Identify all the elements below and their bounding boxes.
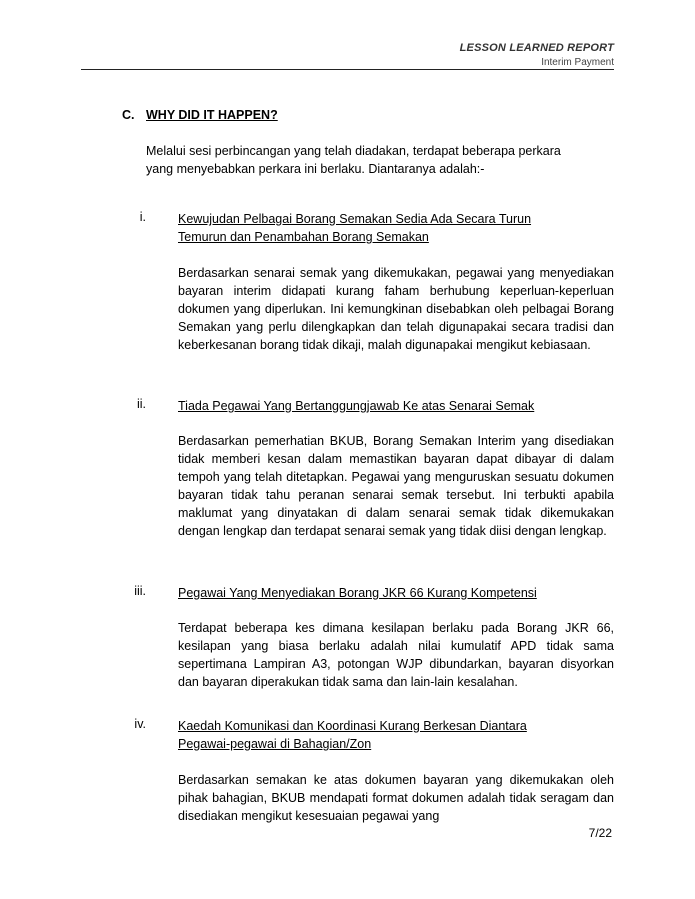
page-number: 7/22	[588, 826, 612, 840]
item-body: Berdasarkan pemerhatian BKUB, Borang Semakan Interim yang disediakan tidak memberi kesan dalam memastikan bayaran dapat dibayar di dalam tempoh yang telah ditetapkan. Pegawai yang menguruskan sesuatu dokumen bayaran tidak tahu peranan senarai semak tersebut. Ini terbukti apabila maklumat yang dinyatakan di dalam senarai semak tidak dikemukakan dengan lengkap dan terdapat senarai semak yang tidak diisi dengan lengkap.	[178, 434, 614, 538]
item-number: iv.	[134, 717, 146, 731]
item-heading: Pegawai Yang Menyediakan Borang JKR 66 Kurang Kompetensi	[178, 586, 537, 600]
item-body: Berdasarkan semakan ke atas dokumen bayaran yang dikemukakan oleh pihak bahagian, BKUB mendapati format dokumen adalah tidak seragam dan disediakan mengikut kesesuaian pegawai yang	[178, 773, 614, 823]
item-number: ii.	[136, 397, 146, 411]
item-heading: Kaedah Komunikasi dan Koordinasi Kurang Berkesan Diantara Pegawai-pegawai di Bahagian/Zon	[178, 719, 527, 751]
header-title: LESSON LEARNED REPORT	[459, 42, 614, 54]
item-heading: Kewujudan Pelbagai Borang Semakan Sedia Ada Secara Turun Temurun dan Penambahan Borang Semakan	[178, 212, 532, 244]
section-heading	[122, 108, 278, 122]
header-rule	[81, 69, 614, 70]
item-body: Berdasarkan senarai semak yang dikemukakan, pegawai yang menyediakan bayaran interim didapati kurang faham berhubung keperluan-keperluan dokumen yang diperlukan. Ini kemungkinan disebabkan oleh pelbagai Borang Semakan yang perlu dilengkapkan dan telah digunapakai secara tradisi dan keberkesanan borang tidak dikaji, malah digunapakai mengikut kebiasaan.	[178, 266, 614, 352]
section-intro: Melalui sesi perbincangan yang telah diadakan, terdapat beberapa perkara yang menyebabkan perkara ini berlaku. Diantaranya adalah:-	[146, 144, 561, 176]
section-letter: C.	[122, 108, 135, 122]
section-title: WHY DID IT HAPPEN?	[146, 108, 278, 122]
item-body: Terdapat beberapa kes dimana kesilapan berlaku pada Borang JKR 66, kesilapan yang biasa berlaku adalah nilai kumulatif APD tidak sama sepertimana Lampiran A3, potongan WJP dibundarkan, bayaran disyorkan dan bayaran diperakukan tidak sama dan lain-lain kesalahan.	[178, 621, 614, 689]
item-number: iii.	[134, 584, 146, 598]
item-number: i.	[139, 210, 146, 224]
header-subtitle: Interim Payment	[541, 57, 614, 68]
item-heading: Tiada Pegawai Yang Bertanggungjawab Ke atas Senarai Semak	[178, 399, 535, 413]
